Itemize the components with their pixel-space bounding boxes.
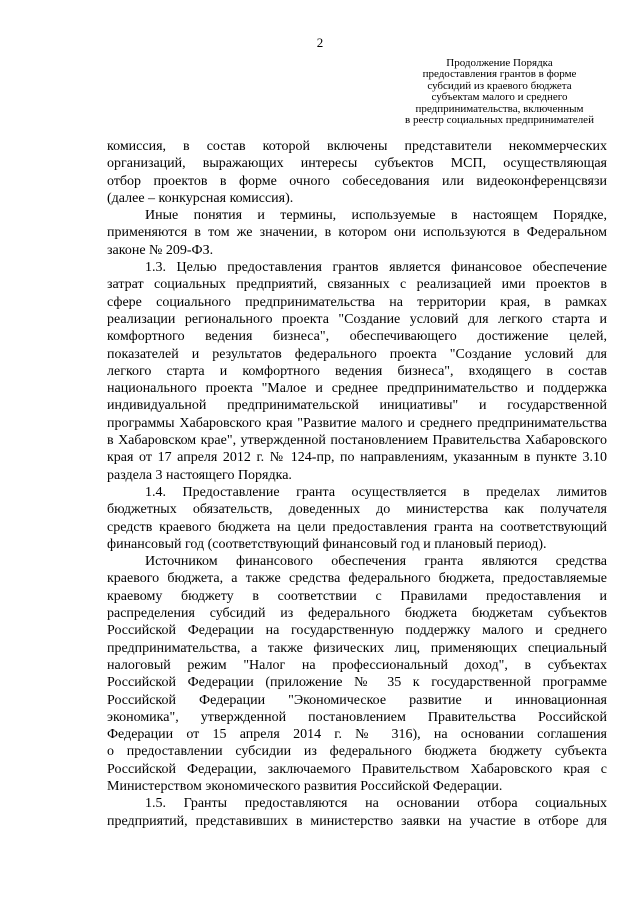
text-line: Федерации от 15 апреля 2014 г. № 316), на основании соглашения	[107, 727, 607, 743]
header-line: субсидий из краевого бюджета	[427, 79, 572, 92]
header-line: предпринимательства, включенным	[415, 102, 584, 115]
text-line: распределения субсидий из федерального бюджета бюджетам субъектов	[107, 606, 607, 622]
text-line: раздела 3 настоящего Порядка.	[107, 467, 292, 483]
text-line: предпринимательства, а также физических лиц, применяющих специальный	[107, 640, 607, 656]
header-line: в реестр социальных предпринимателей	[405, 114, 594, 127]
text-line: затрат социальных предприятий, связанных с реализацией ими проектов в	[107, 277, 607, 293]
continuation-header	[392, 58, 607, 126]
text-line: индивидуальной предпринимательской инициативы" и государственной	[107, 398, 607, 414]
text-line: легкого старта и комфортного ведения бизнеса", входящего в состав	[107, 363, 607, 379]
text-line: краевого бюджета, а также средства федерального бюджета, предоставляемые	[107, 571, 607, 587]
header-line: предоставления грантов в форме	[422, 68, 577, 81]
text-line: (далее – конкурсная комиссия).	[107, 190, 294, 206]
text-line: края от 17 апреля 2012 г. № 124-пр, по направлениям, указанным в пункте 3.10	[107, 450, 607, 466]
page-number: 2	[316, 35, 324, 50]
text-line: законе № 209-ФЗ.	[107, 242, 214, 258]
body-text	[107, 138, 607, 830]
text-line: 1.3. Целью предоставления грантов является финансовое обеспечение	[145, 260, 607, 276]
text-line: 1.4. Предоставление гранта осуществляется в пределах лимитов	[145, 484, 607, 500]
text-line: в Хабаровском крае", утвержденной постановлением Правительства Хабаровского	[107, 433, 607, 449]
text-line: национального проекта "Малое и среднее предпринимательство и поддержка	[107, 381, 607, 397]
text-line: сфере социального предпринимательства на территории края, в рамках	[107, 294, 607, 310]
text-line: налоговый режим "Налог на профессиональный доход", в субъектах	[107, 657, 607, 673]
text-line: 1.5. Гранты предоставляются на основании отбора социальных	[145, 796, 607, 812]
text-line: Российской Федерации "Экономическое развитие и инновационная	[107, 692, 607, 708]
header-line: Продолжение Порядка	[446, 57, 553, 69]
text-line: применяются в том же значении, в котором они используются в Федеральном	[107, 225, 607, 241]
text-line: средств краевого бюджета на цели предоставления гранта на соответствующий	[107, 519, 607, 535]
text-line: Российской Федерации (приложение № 35 к государственной программе	[107, 675, 607, 691]
text-line: реализации регионального проекта "Создание условий для легкого старта и	[107, 311, 607, 327]
text-line: о предоставлении субсидии из федерального бюджета бюджету субъекта	[107, 744, 607, 760]
text-line: организаций, выражающих интересы субъектов МСП, осуществляющая	[107, 156, 607, 172]
text-line: Российской Федерации на государственную поддержку малого и среднего	[107, 623, 607, 639]
text-line: Российской Федерации, заключаемого Правительством Хабаровского края с	[107, 761, 607, 777]
text-line: показателей и результатов федерального проекта "Создание условий для	[107, 346, 607, 362]
text-line: Иные понятия и термины, используемые в настоящем Порядке,	[145, 208, 607, 224]
text-line: Министерством экономического развития Российской Федерации.	[107, 778, 503, 794]
text-line: предприятий, представивших в министерство заявки на участие в отборе для	[107, 813, 607, 829]
header-line: субъектам малого и среднего	[431, 91, 568, 104]
text-line: бюджетных обязательств, доведенных до министерства как получателя	[107, 502, 607, 518]
text-line: финансовый год (соответствующий финансовый год и плановый период).	[107, 536, 547, 552]
text-line: программы Хабаровского края "Развитие малого и среднего предпринимательства	[107, 415, 607, 431]
text-line: Источником финансового обеспечения гранта являются средства	[145, 554, 607, 570]
text-line: комиссия, в состав которой включены представители некоммерческих	[107, 139, 607, 154]
text-line: отбор проектов в форме очного собеседования или видеоконференцсвязи	[107, 173, 607, 189]
text-line: краевому бюджету в соответствии с Правилами предоставления и	[107, 588, 607, 604]
text-line: комфортного ведения бизнеса", обеспечивающего достижение целей,	[107, 329, 607, 345]
text-line: экономика", утвержденной постановлением Правительства Российской	[107, 709, 607, 725]
